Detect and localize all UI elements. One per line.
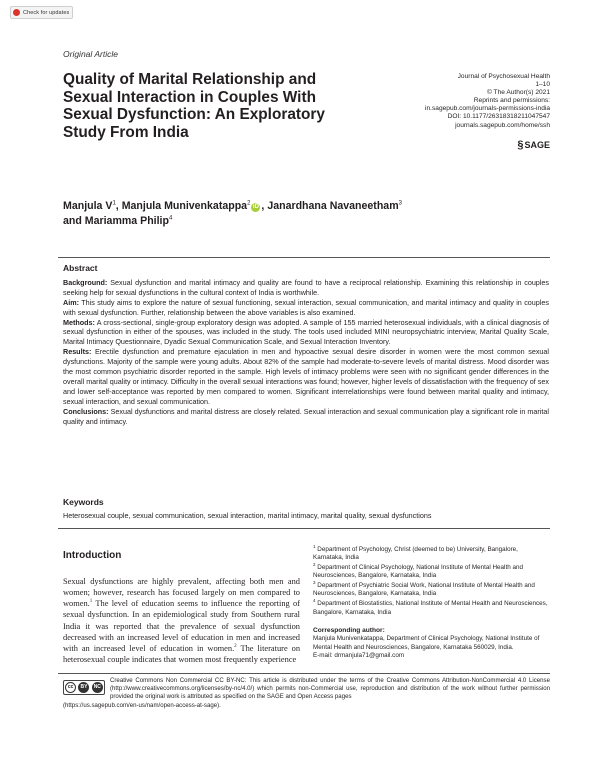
author-name: Manjula V [63,200,113,212]
citation-ref[interactable]: 2 [234,644,237,650]
orcid-icon[interactable]: iD [252,204,259,210]
author-separator: , [115,200,122,212]
affiliations [313,543,550,618]
author-affil-ref: 3 [398,200,402,207]
abstract-conclusions: Conclusions: Sexual dysfunctions and marital distress are closely related. Sexual interaction and sexual communication play a significant role in marital quality and intimacy. [63,406,549,426]
header-divider [58,257,550,258]
journal-info [350,73,550,130]
keywords-divider [58,528,550,529]
doi[interactable]: DOI: 10.1177/26318318211047547 [447,113,550,121]
affiliation-item: $^3$ Department of Psychiatric Social Work, National Institute of Mental Health and Neurosciences, Bangalore, Karnataka, India [313,580,535,598]
abstract-heading: Abstract [63,263,98,273]
copyright: © The Author(s) 2021 [486,89,550,97]
check-for-updates-badge[interactable] [10,6,73,19]
article-type: Original Article [63,49,118,59]
keywords-heading: Keywords [63,497,104,507]
author-affil-ref: 2 [247,200,251,207]
abstract-results: Results: Erectile dysfunction and premature ejaculation in men and hypoactive sexual desire disorder in women were the most common sexual dysfunctions. Majority of the sample were young adults. About 82% of the sample had moderate-to-severe levels of marital distress. Mood disorder was the most common psychiatric disorder reported in the sample. High levels of intimacy problems were seen with no significant gender differences in the overall marital quality or intimacy. Difficulty in the overall sexual interactions was found; however, higher levels of dissatisfaction with the frequency of sex and lower self-acceptance was reported by men compared to women. Significant interrelationships were found between marital quality and intimacy, sexual interaction, and sexual communication. [63,347,550,406]
sage-wordmark: SAGE [524,140,550,150]
citation-ref[interactable]: 1 [89,599,93,605]
corresponding-email[interactable]: E-mail: drmanjula71@gmail.com [313,651,405,659]
author-list [63,199,483,229]
author-name: Manjula Munivenkatappa [121,200,248,212]
abstract-methods: Methods: A cross-sectional, single-group exploratory design was adopted. A sample of 155 married heterosexual individuals, with a clinical diagnosis of sexual dysfunction in either of the spouses, was included in the study. The tools used included MINI neuropsychiatric interview, Marital Quality Scale, Marital Intimacy Questionnaire, Dyadic Sexual Communication Scale, and Sexual Interaction Inventory. [63,317,549,347]
author-name: Janardhana Navaneetham [267,200,399,212]
keywords-list: Heterosexual couple, sexual communication, sexual interaction, marital intimacy, marital quality, sexual dysfunctions [63,511,432,520]
cc-license-logo[interactable] [63,680,105,695]
abstract-background: Background: Sexual dysfunction and marital intimacy and quality are found to have a reciprocal relationship. Examining this relationship in couples seeking help for sexual dysfunctions in the cultural context of India is worthwhile. [63,277,549,297]
license-text-continued[interactable]: (https://us.sagepub.com/en-us/nam/open-access-at-sage). [63,702,221,709]
journal-name: Journal of Psychosexual Health [457,73,550,80]
article-title: Quality of Marital Relationship and Sexual Interaction in Couples With Sexual Dysfunction: An Exploratory Study From India [63,71,325,141]
introduction-heading: Introduction [63,550,122,561]
reprints-link[interactable]: in.sagepub.com/journals-permissions-india [425,105,550,113]
author-separator: , [261,200,268,212]
license-text: Creative Commons Non Commercial CC BY-NC: This article is distributed under the terms of the Creative Commons Attribution-NonCommercial 4.0 License (http://www.creativecommons.org/licenses/by-nc/4.0/) which permits non-Commercial use, reproduction and distribution of the work without further permission provided the original work is attributed as specified on the SAGE and Open Access pages [110,677,550,701]
journal-home-link[interactable]: journals.sagepub.com/home/ssh [455,121,550,129]
license-divider [58,673,550,674]
author-affil-ref: 1 [112,200,116,207]
affiliation-item: $^1$ Department of Psychology, Christ (deemed to be) University, Bangalore, Karnataka, India [313,543,518,562]
cc-icon: cc [65,682,76,693]
journal-pages: 1–10 [535,81,550,89]
update-check-icon [13,9,20,16]
by-icon: BY [78,682,89,693]
corresponding-heading: Corresponding author: [313,627,385,634]
affiliation-item: $^4$ Department of Biostatistics, National Institute of Mental Health and Neurosciences, Bangalore, Karnataka, India [313,598,548,616]
keywords-section [63,497,549,521]
affiliation-item: $^2$ Department of Clinical Psychology, National Institute of Mental Health and Neurosciences, Bangalore, Karnataka, India [313,562,523,580]
author-name: and Mariamma Philip [63,215,169,227]
author-affil-ref: 4 [168,215,173,222]
corresponding-author [313,627,550,660]
check-for-updates-label: Check for updates [23,9,70,16]
reprints-label: Reprints and permissions: [473,97,550,105]
introduction-paragraph: Sexual dysfunctions are highly prevalent, affecting both men and women; however, research has focused largely on men compared to women.$^1$ The level of education seems to influence the reporting of sexual dysfunction. In an epidemiological study from Southern rural India it was reported that the prevalence of sexual dysfunction decreased with an increased level of education in men and increased with an increased level of education in women.$^2$ The literature on heterosexual couple indicates that women most frequently experience [63,577,301,665]
nc-icon: NC [92,682,103,693]
sage-s-icon: § [517,139,524,151]
corresponding-details: Manjula Munivenkatappa, Department of Clinical Psychology, National Institute of Mental Health and Neurosciences, Bangalore, Karnataka 560029, India. [313,635,540,651]
abstract-section [63,264,549,427]
abstract-aim: Aim: This study aims to explore the nature of sexual functioning, sexual interaction, sexual communication, and marital intimacy and quality in couples with sexual dysfunction. Further, relationship between the above variables is also examined. [63,297,549,317]
sage-logo [517,139,550,151]
